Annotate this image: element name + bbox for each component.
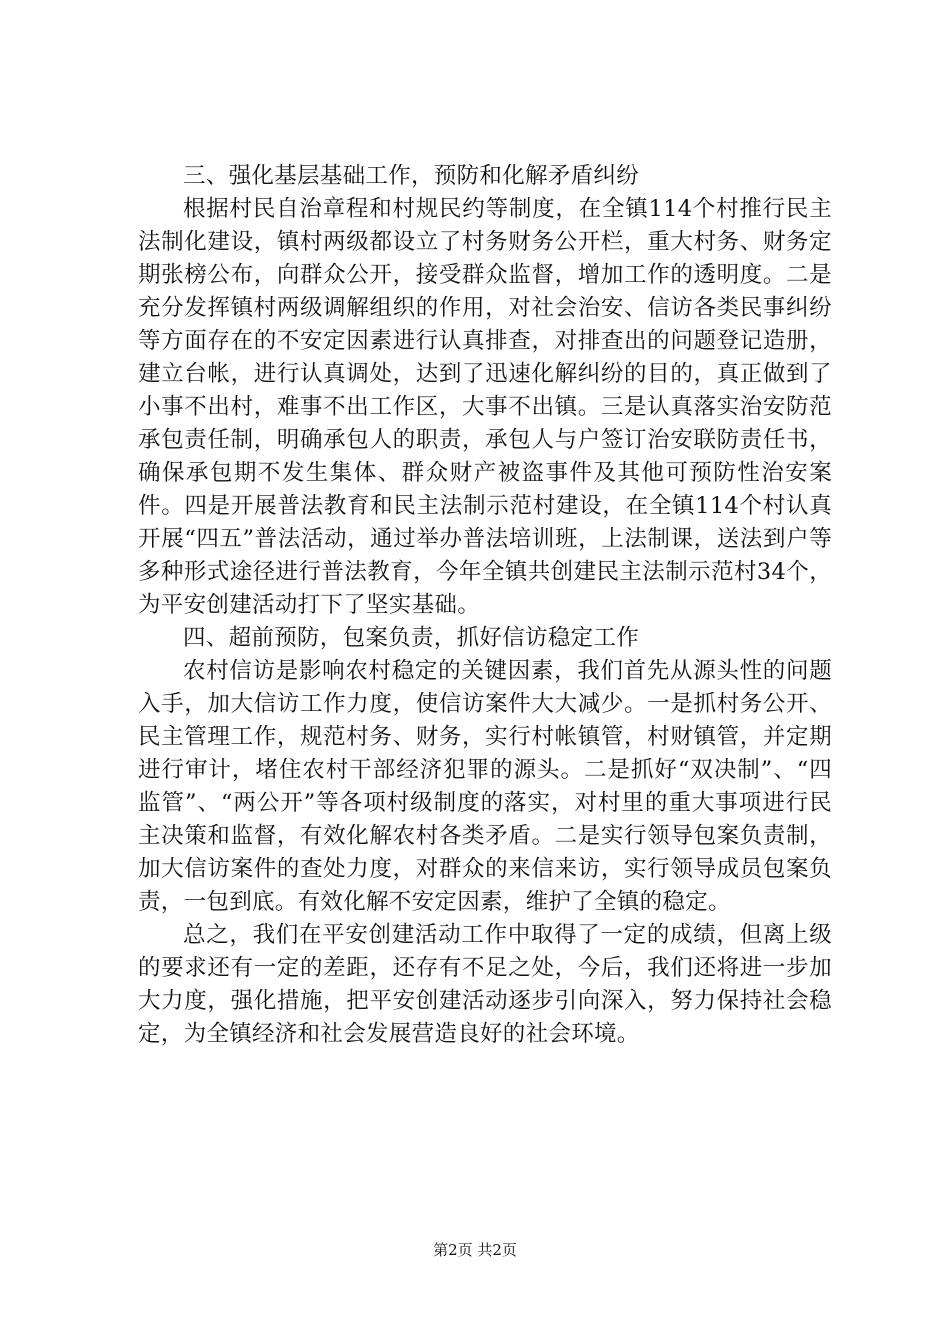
document-body <box>138 160 832 1051</box>
paragraph-section-4: 农村信访是影响农村稳定的关键因素，我们首先从源头性的问题入手，加大信访工作力度，使信访案件大大减少。一是抓村务公开、民主管理工作，规范村务、财务，实行村帐镇管，村财镇管，并定期进行审计，堵住农村干部经济犯罪的源头。二是抓好“双决制”、“四监管”、“两公开”等各项村级制度的落实，对村里的重大事项进行民主决策和监督，有效化解农村各类矛盾。二是实行领导包案负责制，加大信访案件的查处力度，对群众的来信来访，实行领导成员包案负责，一包到底。有效化解不安定因素，维护了全镇的稳定。 <box>138 658 832 915</box>
section-heading-4: 四、超前预防，包案负责，抓好信访稳定工作 <box>183 625 640 651</box>
page-number-footer: 第2页 共2页 <box>433 1241 517 1259</box>
paragraph-conclusion: 总之，我们在平安创建活动工作中取得了一定的成绩，但离上级的要求还有一定的差距，还存有不足之处，今后，我们还将进一步加大力度，强化措施，把平安创建活动逐步引向深入，努力保持社会稳定，为全镇经济和社会发展营造良好的社会环境。 <box>138 922 832 1047</box>
paragraph-section-3: 根据村民自治章程和村规民约等制度，在全镇114个村推行民主法制化建设，镇村两级都设立了村务财务公开栏，重大村务、财务定期张榜公布，向群众公开，接受群众监督，增加工作的透明度。二是充分发挥镇村两级调解组织的作用，对社会治安、信访各类民事纠纷等方面存在的不安定因素进行认真排查，对排查出的问题登记造册，建立台帐，进行认真调处，达到了迅速化解纠纷的目的，真正做到了小事不出村，难事不出工作区，大事不出镇。三是认真落实治安防范承包责任制，明确承包人的职责，承包人与户签订治安联防责任书，确保承包期不发生集体、群众财产被盗事件及其他可预防性治安案件。四是开展普法教育和民主法制示范村建设，在全镇114个村认真开展“四五”普法活动，通过举办普法培训班，上法制课，送法到户等多种形式途径进行普法教育，今年全镇共创建民主法制示范村34个，为平安创建活动打下了坚实基础。 <box>138 196 832 618</box>
section-heading-3: 三、强化基层基础工作，预防和化解矛盾纠纷 <box>183 163 640 189</box>
